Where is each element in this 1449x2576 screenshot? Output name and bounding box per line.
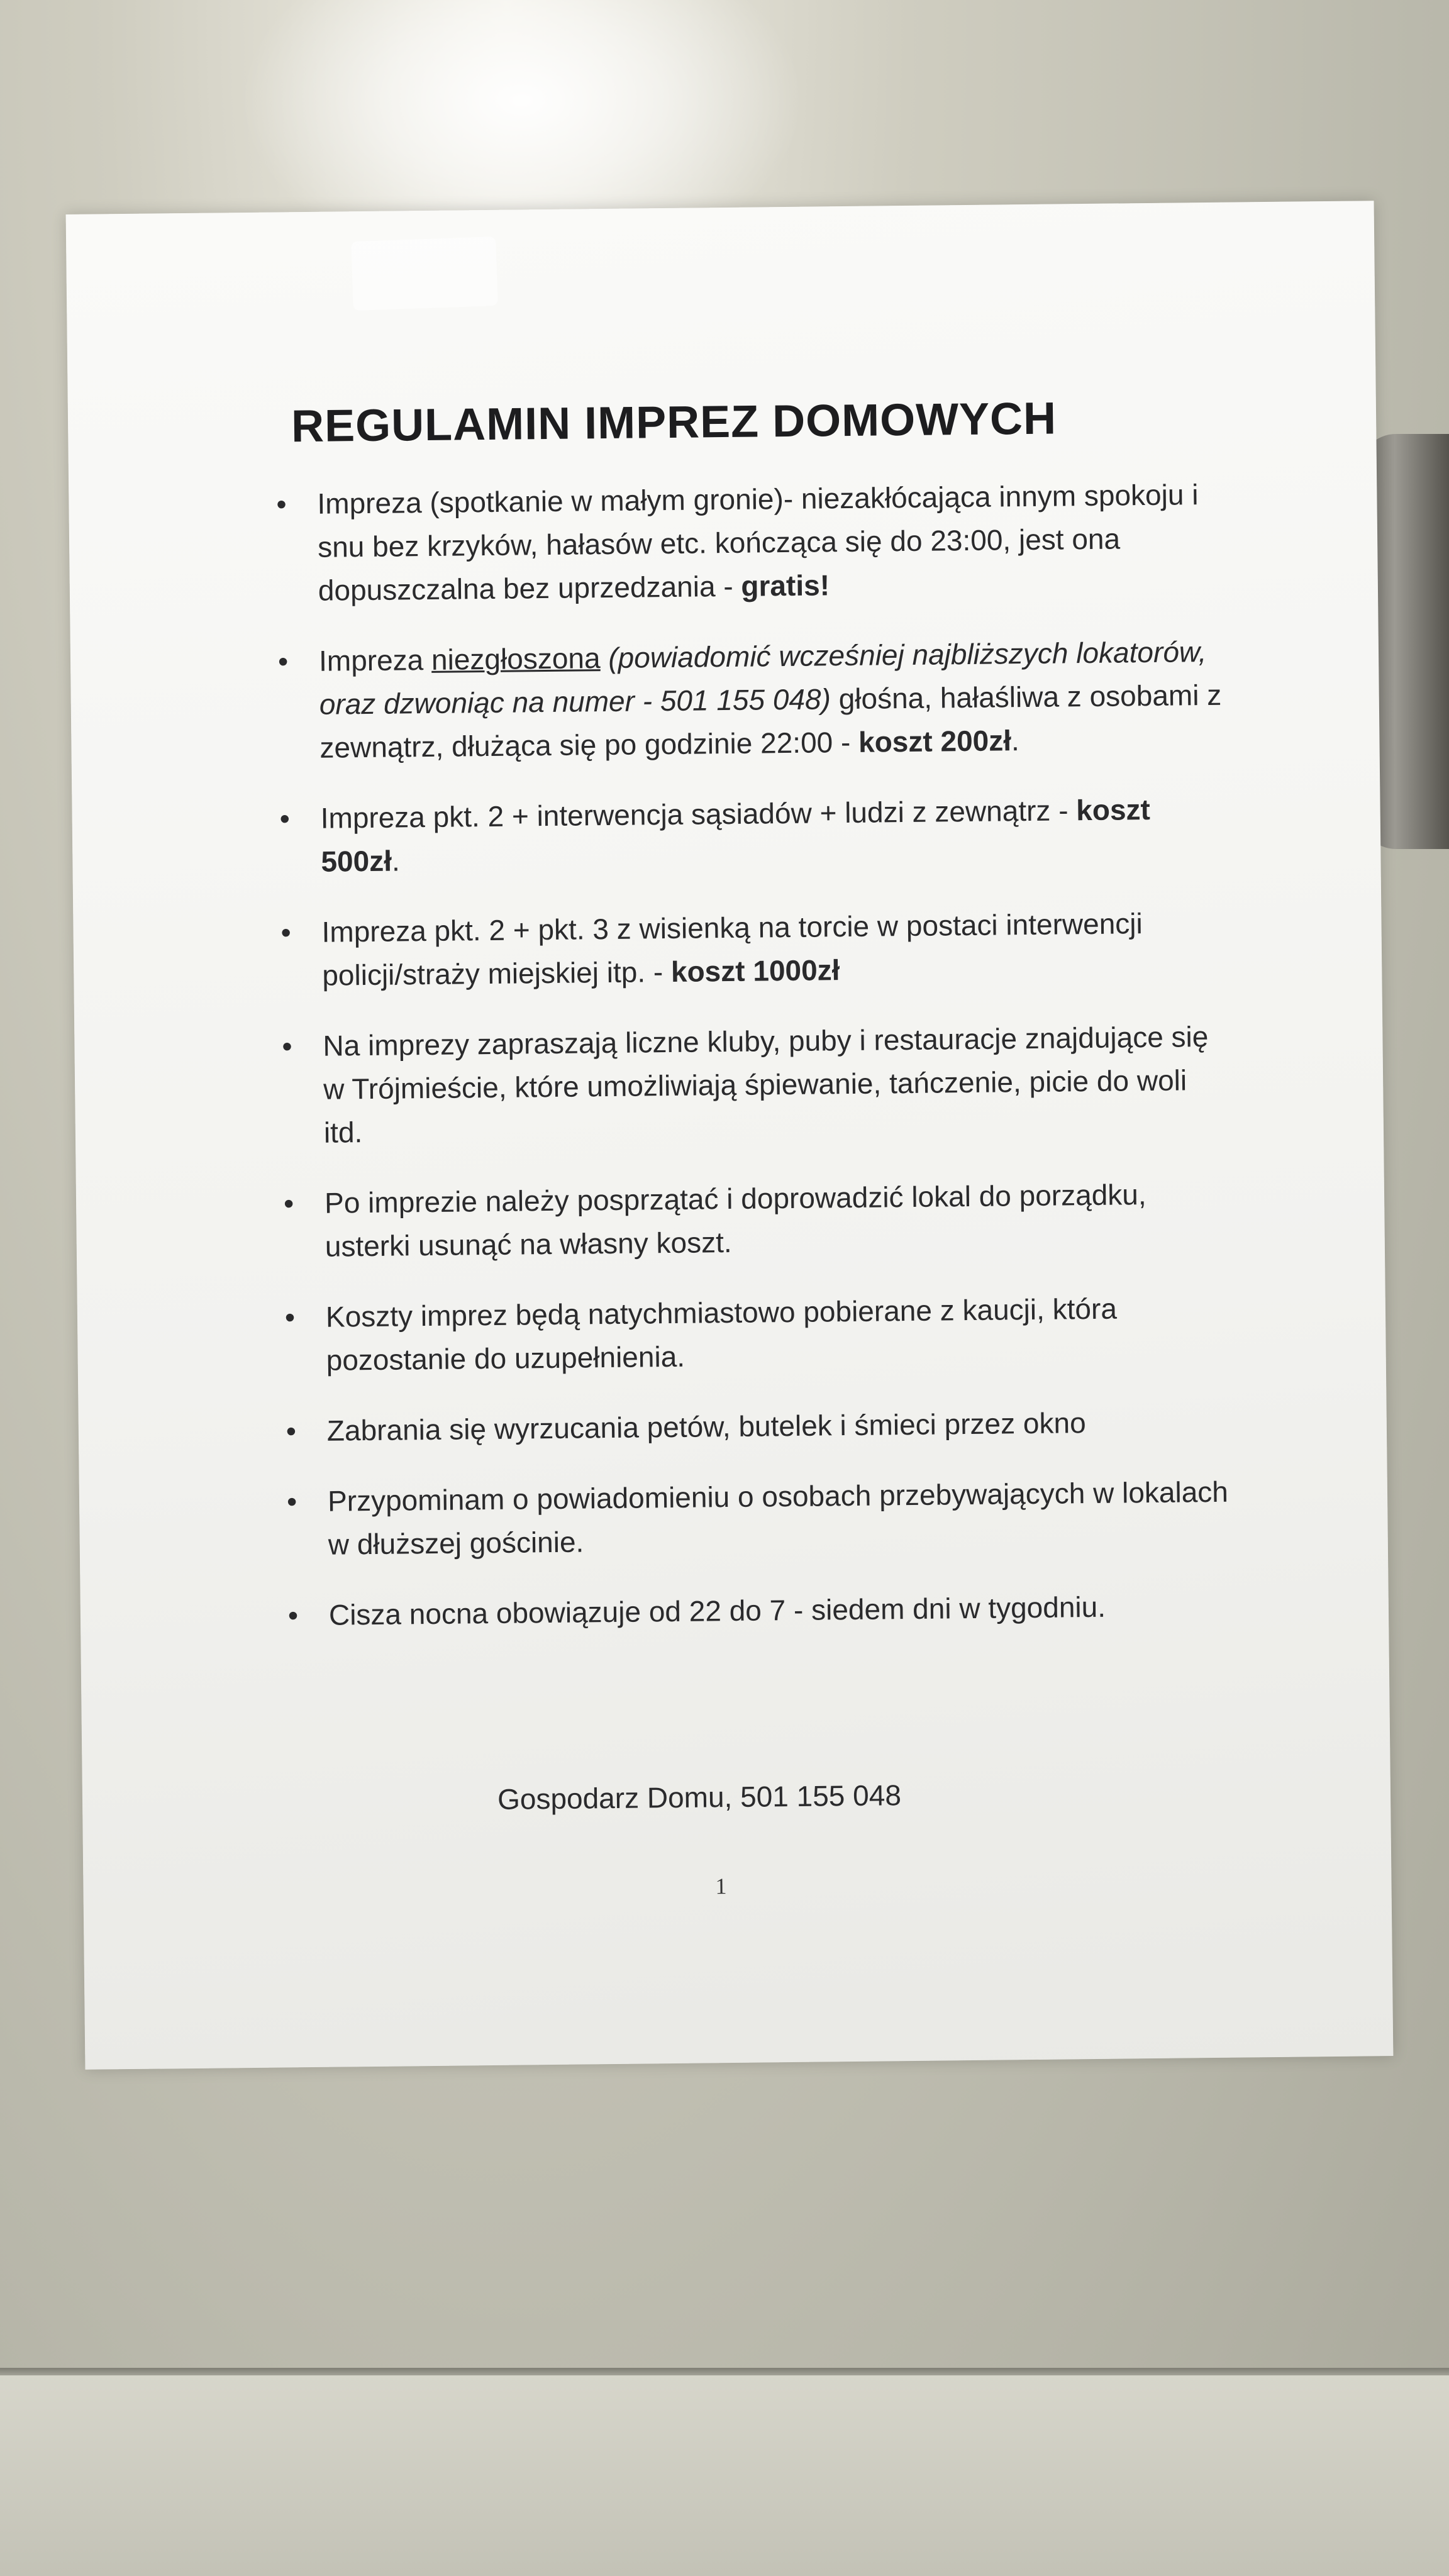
rule-emphasis: gratis! — [741, 569, 830, 602]
rule-text: głośna, hałaśliwa z osobami z zewnątrz, dłużąca się po godzinie 22:00 - — [319, 678, 1222, 764]
rule-suffix: . — [391, 844, 400, 877]
rule-text: Cisza nocna obowiązuje od 22 do 7 - siedem dni w tygodniu. — [328, 1590, 1106, 1631]
rule-item — [282, 1015, 1226, 1155]
lower-panel — [0, 2375, 1449, 2576]
rule-text: Koszty imprez będą natychmiastowo pobierane z kaucji, która pozostanie do uzupełnienia. — [325, 1292, 1118, 1377]
rule-prefix: Impreza — [318, 643, 432, 677]
bullet-icon: • — [284, 1301, 296, 1334]
bullet-icon: • — [286, 1485, 297, 1518]
rule-suffix: . — [1011, 724, 1020, 757]
bullet-icon: • — [283, 1187, 294, 1220]
bullet-icon: • — [277, 645, 289, 678]
rule-item — [279, 787, 1223, 884]
document-title: REGULAMIN IMPREZ DOMOWYCH — [291, 393, 1057, 452]
bullet-icon: • — [287, 1599, 299, 1632]
rule-text: Zabrania się wyrzucania petów, butelek i śmieci przez okno — [326, 1406, 1086, 1447]
bullet-icon: • — [286, 1414, 297, 1448]
rule-item — [280, 901, 1224, 998]
rule-emphasis: koszt 500zł — [321, 792, 1151, 878]
rule-underlined: niezgłoszona — [431, 641, 601, 676]
rule-text: Impreza pkt. 2 + pkt. 3 z wisienką na torcie w postaci interwencji policji/straży miejskiej itp. - — [321, 907, 1143, 992]
tape-strip — [351, 236, 498, 311]
rules-list — [276, 473, 1232, 1665]
bullet-icon: • — [282, 1030, 292, 1063]
rule-text: Impreza (spotkanie w małym gronie)- niezakłócająca innym spokoju i snu bez krzyków, hałasów etc. kończąca się do 23:00, jest ona dopuszczalna bez uprzedzania - — [317, 478, 1199, 607]
bullet-icon: • — [280, 916, 291, 949]
rule-italic: (powiadomić wcześniej najbliższych lokatorów, oraz dzwoniąc na numer - 501 155 048) — [319, 635, 1207, 721]
rule-emphasis: koszt 1000zł — [670, 953, 840, 988]
rule-item — [288, 1584, 1232, 1638]
bullet-icon: • — [276, 487, 287, 521]
rule-emphasis: koszt 200zł — [858, 724, 1012, 758]
rule-item — [276, 473, 1221, 613]
rule-text: Na imprezy zapraszają liczne kluby, puby i restauracje znajdujące się w Trójmieście, które umożliwiają śpiewanie, tańczenie, picie do woli itd. — [323, 1020, 1209, 1149]
rule-text: Impreza pkt. 2 + interwencja sąsiadów + ludzi z zewnątrz - — [320, 794, 1077, 835]
rule-text: Przypominam o powiadomieniu o osobach przebywających w lokalach w dłuższej gościnie. — [327, 1475, 1229, 1561]
rule-item — [286, 1400, 1230, 1453]
notice-sheet — [66, 201, 1394, 2070]
rule-item — [285, 1286, 1229, 1383]
rule-item — [284, 1172, 1228, 1269]
page-number: 1 — [715, 1874, 727, 1899]
rule-item — [287, 1470, 1231, 1567]
bullet-icon: • — [279, 802, 291, 835]
rule-text: Po imprezie należy posprzątać i doprowadzić lokal do porządku, usterki usunąć na własny koszt. — [324, 1178, 1146, 1263]
landlord-contact: Gospodarz Domu, 501 155 048 — [497, 1779, 902, 1816]
panel-edge — [0, 2368, 1449, 2375]
rule-item — [278, 630, 1223, 770]
